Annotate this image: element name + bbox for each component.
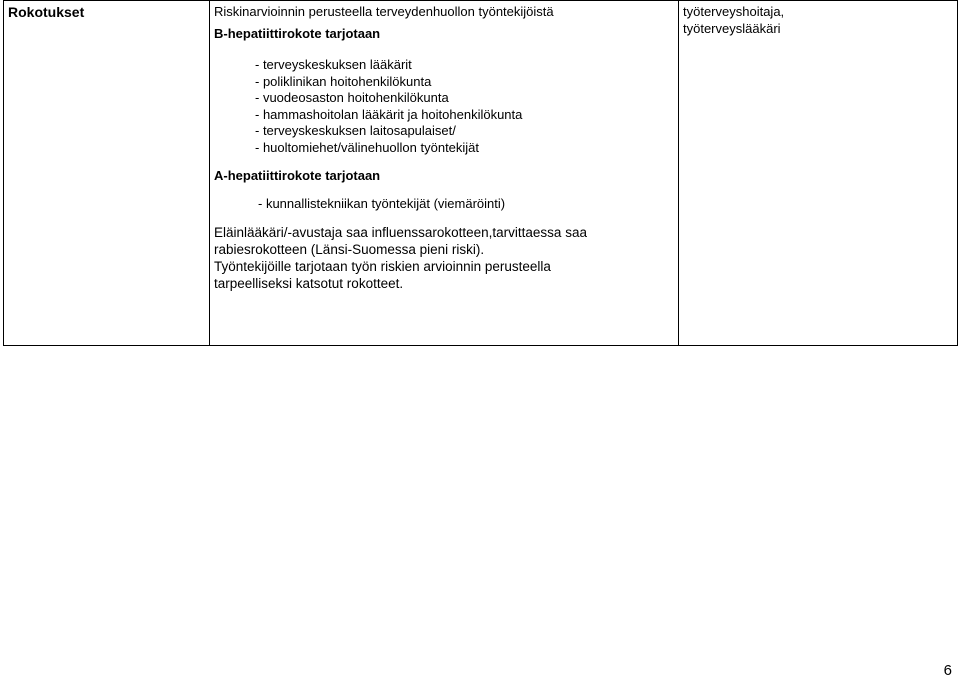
responsible-cell (683, 1, 955, 37)
paragraph-line: rabiesrokotteen (Länsi-Suomessa pieni riski). (214, 242, 485, 257)
topic-heading: Rokotukset (8, 4, 85, 20)
topic-cell (8, 1, 208, 21)
list-item: - vuodeosaston hoitohenkilökunta (255, 90, 449, 105)
column-divider-1 (209, 1, 210, 345)
hepatitis-a-list (214, 196, 678, 213)
list-item: - kunnallistekniikan työntekijät (viemäröinti) (258, 195, 506, 211)
intro-text: Riskinarvioinnin perusteella terveydenhuollon työntekijöistä (214, 4, 554, 19)
responsible-line: työterveyslääkäri (683, 20, 781, 36)
list-item: - huoltomiehet/välinehuollon työntekijät (255, 139, 480, 155)
paragraph-line: Eläinlääkäri/-avustaja saa influenssarokotteen,tarvittaessa saa (214, 225, 587, 240)
column-divider-2 (678, 1, 679, 345)
responsible-line: työterveyshoitaja, (683, 4, 785, 19)
list-item: - poliklinikan hoitohenkilökunta (255, 73, 432, 89)
list-item: - hammashoitolan lääkärit ja hoitohenkilökunta (255, 106, 523, 122)
document-table (3, 0, 958, 346)
list-item: - terveyskeskuksen laitosapulaiset/ (255, 123, 456, 138)
paragraph-line: tarpeelliseksi katsotut rokotteet. (214, 276, 404, 291)
closing-paragraph (214, 224, 678, 292)
hepatitis-a-heading: A-hepatiittirokote tarjotaan (214, 168, 381, 183)
paragraph-line: Työntekijöille tarjotaan työn riskien arvioinnin perusteella (214, 259, 551, 274)
list-item: - terveyskeskuksen lääkärit (255, 57, 412, 72)
hepatitis-b-heading: B-hepatiittirokote tarjotaan (214, 25, 381, 41)
description-cell (214, 1, 678, 292)
hepatitis-b-list (214, 57, 678, 156)
page-number: 6 (943, 662, 952, 679)
